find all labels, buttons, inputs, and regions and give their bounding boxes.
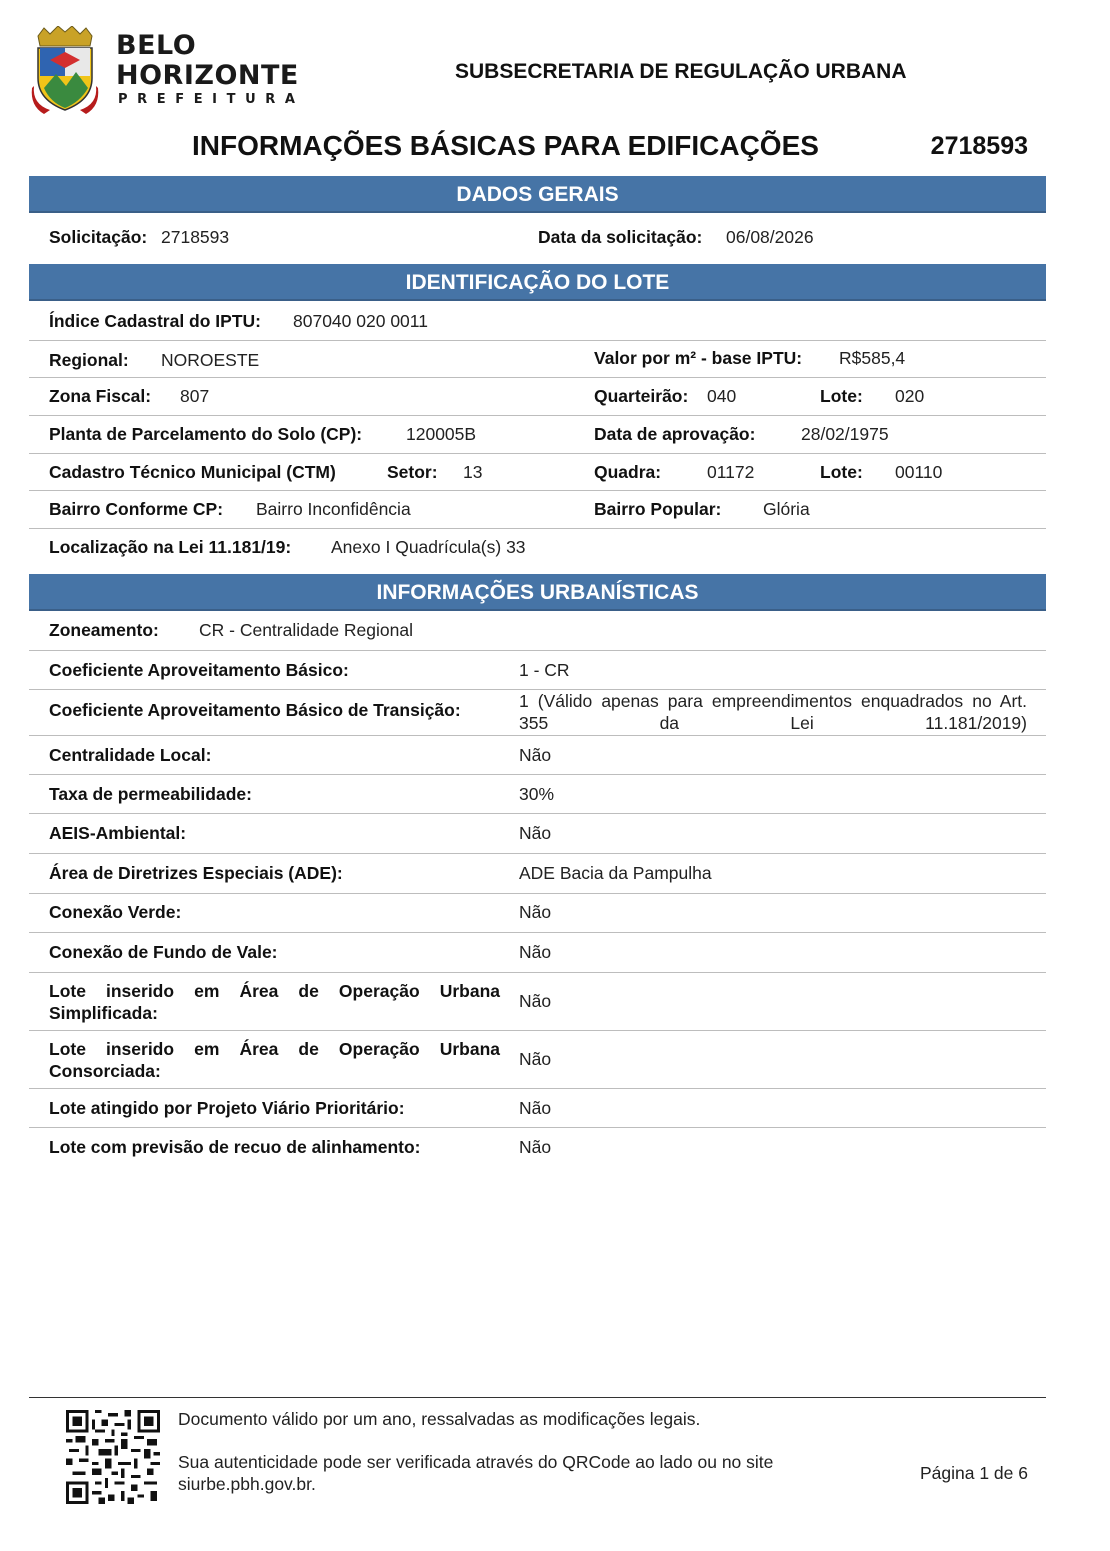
row-zoneamento bbox=[29, 612, 1046, 651]
zoneamento-value: CR - Centralidade Regional bbox=[199, 620, 413, 640]
recuo-value: Não bbox=[519, 1137, 552, 1157]
data-aprovacao-label: Data de aprovação: bbox=[594, 424, 756, 444]
indice-value: 807040 020 0011 bbox=[293, 311, 428, 331]
row-conexao-fundo-vale bbox=[29, 933, 1046, 973]
quadra-label: Quadra: bbox=[594, 462, 662, 482]
row-ade bbox=[29, 854, 1046, 894]
row-projeto-viario bbox=[29, 1089, 1046, 1128]
row-conexao-verde bbox=[29, 894, 1046, 933]
row-bairro bbox=[29, 491, 1046, 529]
coef-transicao-value: 1 (Válido apenas para empreendimentos enquadrados no Art. 355 da Lei 11.181/2019) bbox=[519, 691, 1027, 733]
planta-label: Planta de Parcelamento do Solo (CP): bbox=[49, 424, 363, 444]
belo-horizonte-crest-icon bbox=[30, 26, 100, 116]
conexao-fundo-label: Conexão de Fundo de Vale: bbox=[49, 942, 278, 962]
row-operacao-urbana-consorciada bbox=[29, 1031, 1046, 1089]
solicitacao-label: Solicitação: bbox=[49, 227, 148, 247]
department-name: SUBSECRETARIA DE REGULAÇÃO URBANA bbox=[455, 60, 907, 83]
regional-label: Regional: bbox=[49, 350, 129, 370]
footer-divider bbox=[29, 1397, 1046, 1398]
row-planta-parcelamento bbox=[29, 416, 1046, 454]
lote-ctm-label: Lote: bbox=[820, 462, 863, 482]
qr-code-icon bbox=[66, 1410, 160, 1504]
zona-fiscal-value: 807 bbox=[180, 386, 210, 406]
aeis-label: AEIS-Ambiental: bbox=[49, 823, 187, 843]
row-zona-fiscal bbox=[29, 378, 1046, 416]
row-operacao-urbana-simplificada bbox=[29, 973, 1046, 1031]
conexao-verde-label: Conexão Verde: bbox=[49, 902, 182, 922]
row-indice-cadastral bbox=[29, 302, 1046, 341]
solicitacao-value: 2718593 bbox=[161, 227, 230, 247]
ade-label: Área de Diretrizes Especiais (ADE): bbox=[49, 863, 343, 883]
setor-value: 13 bbox=[463, 462, 483, 482]
bairro-cp-value: Bairro Inconfidência bbox=[256, 499, 411, 519]
valor-m2-label: Valor por m² - base IPTU: bbox=[594, 348, 803, 368]
centralidade-label: Centralidade Local: bbox=[49, 745, 212, 765]
aou-simplificada-value: Não bbox=[519, 991, 552, 1011]
taxa-label: Taxa de permeabilidade: bbox=[49, 784, 252, 804]
aeis-value: Não bbox=[519, 823, 552, 843]
indice-label: Índice Cadastral do IPTU: bbox=[49, 311, 261, 331]
row-taxa-permeabilidade bbox=[29, 775, 1046, 814]
aou-consorciada-label: Lote inserido em Área de Operação Urbana Consorciada: bbox=[49, 1039, 500, 1081]
section-dados-gerais: DADOS GERAIS bbox=[29, 176, 1046, 213]
viario-value: Não bbox=[519, 1098, 552, 1118]
brand-name-belo: BELO bbox=[116, 30, 197, 61]
page-number: Página 1 de 6 bbox=[919, 1463, 1028, 1483]
brand-name-prefeitura: PREFEITURA bbox=[118, 92, 305, 107]
row-regional bbox=[29, 341, 1046, 378]
section-identificacao-lote: IDENTIFICAÇÃO DO LOTE bbox=[29, 264, 1046, 301]
data-aprovacao-value: 28/02/1975 bbox=[801, 424, 889, 444]
aou-simplificada-label: Lote inserido em Área de Operação Urbana Simplificada: bbox=[49, 981, 500, 1023]
zoneamento-label: Zoneamento: bbox=[49, 620, 159, 640]
data-solicitacao-label: Data da solicitação: bbox=[538, 227, 703, 247]
document-number: 2718593 bbox=[930, 132, 1028, 160]
bairro-popular-value: Glória bbox=[763, 499, 810, 519]
ade-value: ADE Bacia da Pampulha bbox=[519, 863, 712, 883]
brand-name-horizonte: HORIZONTE bbox=[116, 60, 299, 91]
valor-m2-value: R$585,4 bbox=[839, 348, 906, 368]
conexao-fundo-value: Não bbox=[519, 942, 552, 962]
zona-fiscal-label: Zona Fiscal: bbox=[49, 386, 152, 406]
lote-label: Lote: bbox=[820, 386, 863, 406]
footer-auth-site-link[interactable]: siurbe.pbh.gov.br. bbox=[178, 1474, 316, 1494]
footer-validity-text: Documento válido por um ano, ressalvadas as modificações legais. bbox=[178, 1409, 701, 1429]
row-recuo-alinhamento bbox=[29, 1128, 1046, 1168]
centralidade-value: Não bbox=[519, 745, 552, 765]
ctm-label: Cadastro Técnico Municipal (CTM) bbox=[49, 462, 336, 482]
document-title: INFORMAÇÕES BÁSICAS PARA EDIFICAÇÕES bbox=[192, 130, 819, 161]
coef-transicao-label: Coeficiente Aproveitamento Básico de Transição: bbox=[49, 700, 461, 720]
taxa-value: 30% bbox=[519, 784, 555, 804]
row-solicitacao bbox=[29, 214, 1046, 264]
document-header bbox=[0, 0, 1110, 120]
quadra-value: 01172 bbox=[707, 462, 755, 482]
row-coeficiente-transicao bbox=[29, 690, 1046, 736]
row-centralidade-local bbox=[29, 736, 1046, 775]
coef-basico-value: 1 - CR bbox=[519, 660, 570, 680]
setor-label: Setor: bbox=[387, 462, 438, 482]
viario-label: Lote atingido por Projeto Viário Prioritário: bbox=[49, 1098, 405, 1118]
planta-value: 120005B bbox=[406, 424, 477, 444]
recuo-label: Lote com previsão de recuo de alinhamento: bbox=[49, 1137, 421, 1157]
bairro-cp-label: Bairro Conforme CP: bbox=[49, 499, 224, 519]
bairro-popular-label: Bairro Popular: bbox=[594, 499, 722, 519]
row-localizacao bbox=[29, 529, 1046, 574]
data-solicitacao-value: 06/08/2026 bbox=[726, 227, 814, 247]
footer-auth-text-line1: Sua autenticidade pode ser verificada através do QRCode ao lado ou no site bbox=[178, 1452, 774, 1472]
localizacao-value: Anexo I Quadrícula(s) 33 bbox=[331, 537, 526, 557]
coef-basico-label: Coeficiente Aproveitamento Básico: bbox=[49, 660, 349, 680]
row-aeis-ambiental bbox=[29, 814, 1046, 854]
section-informacoes-urbanisticas: INFORMAÇÕES URBANÍSTICAS bbox=[29, 574, 1046, 611]
lote-value: 020 bbox=[895, 386, 925, 406]
regional-value: NOROESTE bbox=[161, 350, 260, 370]
conexao-verde-value: Não bbox=[519, 902, 552, 922]
row-coeficiente-basico bbox=[29, 651, 1046, 690]
quarteirao-label: Quarteirão: bbox=[594, 386, 689, 406]
quarteirao-value: 040 bbox=[707, 386, 737, 406]
lote-ctm-value: 00110 bbox=[895, 462, 943, 482]
localizacao-label: Localização na Lei 11.181/19: bbox=[49, 537, 292, 557]
aou-consorciada-value: Não bbox=[519, 1049, 552, 1069]
row-cadastro-tecnico bbox=[29, 454, 1046, 491]
